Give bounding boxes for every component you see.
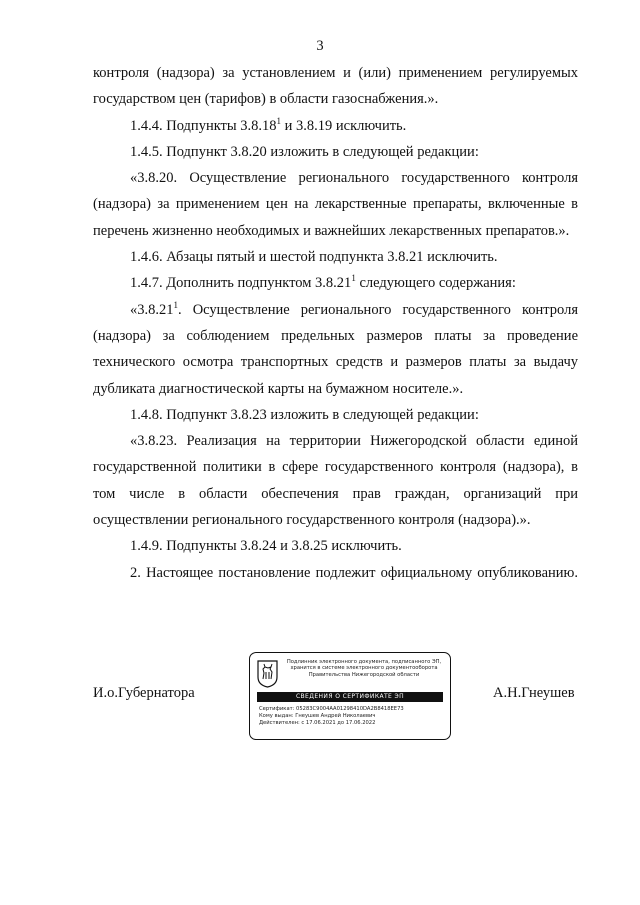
electronic-signature-stamp xyxy=(249,652,451,740)
stamp-certificate-bar: СВЕДЕНИЯ О СЕРТИФИКАТЕ ЭП xyxy=(257,692,443,702)
stamp-validity: Действителен: с 17.06.2021 до 17.06.2022 xyxy=(259,720,376,726)
paragraph-1-4-4 xyxy=(93,113,578,139)
paragraph-3-8-23-quote: «3.8.23. Реализация на территории Нижегородской области единой государственной политики в сфере государственного контроля (надзора), в том числе в области обеспечения прав граждан, организаций при осуществлении регионального государственного контроля (надзора).». xyxy=(93,433,578,529)
paragraph-tail: следующего содержания: xyxy=(355,275,516,292)
paragraph-1-4-8: 1.4.8. Подпункт 3.8.23 изложить в следующей редакции: xyxy=(130,406,479,423)
stamp-certificate: Сертификат: 05283C9004AA01298410DA2B8418EE73 xyxy=(259,706,404,712)
superscript: 1 xyxy=(276,115,282,126)
superscript: 1 xyxy=(351,273,356,284)
page-number: 3 xyxy=(316,38,324,54)
superscript: 1 xyxy=(173,299,178,310)
signature-name: А.Н.Гнеушев xyxy=(493,685,575,701)
paragraph-tail: и 3.8.19 исключить. xyxy=(281,117,407,134)
stamp-header: Подлинник электронного документа, подписанного ЭП, хранится в системе электронного документооборота Правительства Нижегородской области xyxy=(286,659,442,678)
paragraph-1-4-9: 1.4.9. Подпункты 3.8.24 и 3.8.25 исключить. xyxy=(130,538,402,555)
paragraph-continuation: контроля (надзора) за установлением и (или) применением регулируемых государством цен (тарифов) в области газоснабжения.». xyxy=(93,65,578,108)
paragraph-1-4-5: 1.4.5. Подпункт 3.8.20 изложить в следующей редакции: xyxy=(130,143,479,160)
paragraph-text: «3.8.21 xyxy=(130,301,174,318)
signature-position: И.о.Губернатора xyxy=(93,685,195,701)
paragraph-tail: . Осуществление регионального государственного контроля (надзора) за соблюдением предельных размеров платы за проведение технического осмотра транспортных средств и размеров платы за выдачу дубликата диагностической карты на бумажном носителе.». xyxy=(93,301,578,397)
stamp-details xyxy=(259,706,445,727)
stamp-issued-to: Кому выдан: Гнеушев Андрей Николаевич xyxy=(259,713,376,719)
paragraph-1-4-7 xyxy=(93,270,578,296)
paragraph-text: 1.4.4. Подпункты 3.8.18 xyxy=(130,117,277,134)
paragraph-1-4-6: 1.4.6. Абзацы пятый и шестой подпункта 3.8.21 исключить. xyxy=(130,249,498,266)
paragraph-3-8-21-1-quote xyxy=(93,297,578,402)
paragraph-2-publication: 2. Настоящее постановление подлежит официальному опубликованию. xyxy=(130,564,578,581)
paragraph-3-8-20-quote: «3.8.20. Осуществление регионального государственного контроля (надзора) за применением цен на лекарственные препараты, включенные в перечень жизненно необходимых и важнейших лекарственных препаратов.». xyxy=(93,170,578,239)
document-body xyxy=(93,60,578,586)
paragraph-text: 1.4.7. Дополнить подпунктом 3.8.21 xyxy=(130,275,352,292)
nizhny-novgorod-deer-emblem-icon xyxy=(257,660,278,688)
